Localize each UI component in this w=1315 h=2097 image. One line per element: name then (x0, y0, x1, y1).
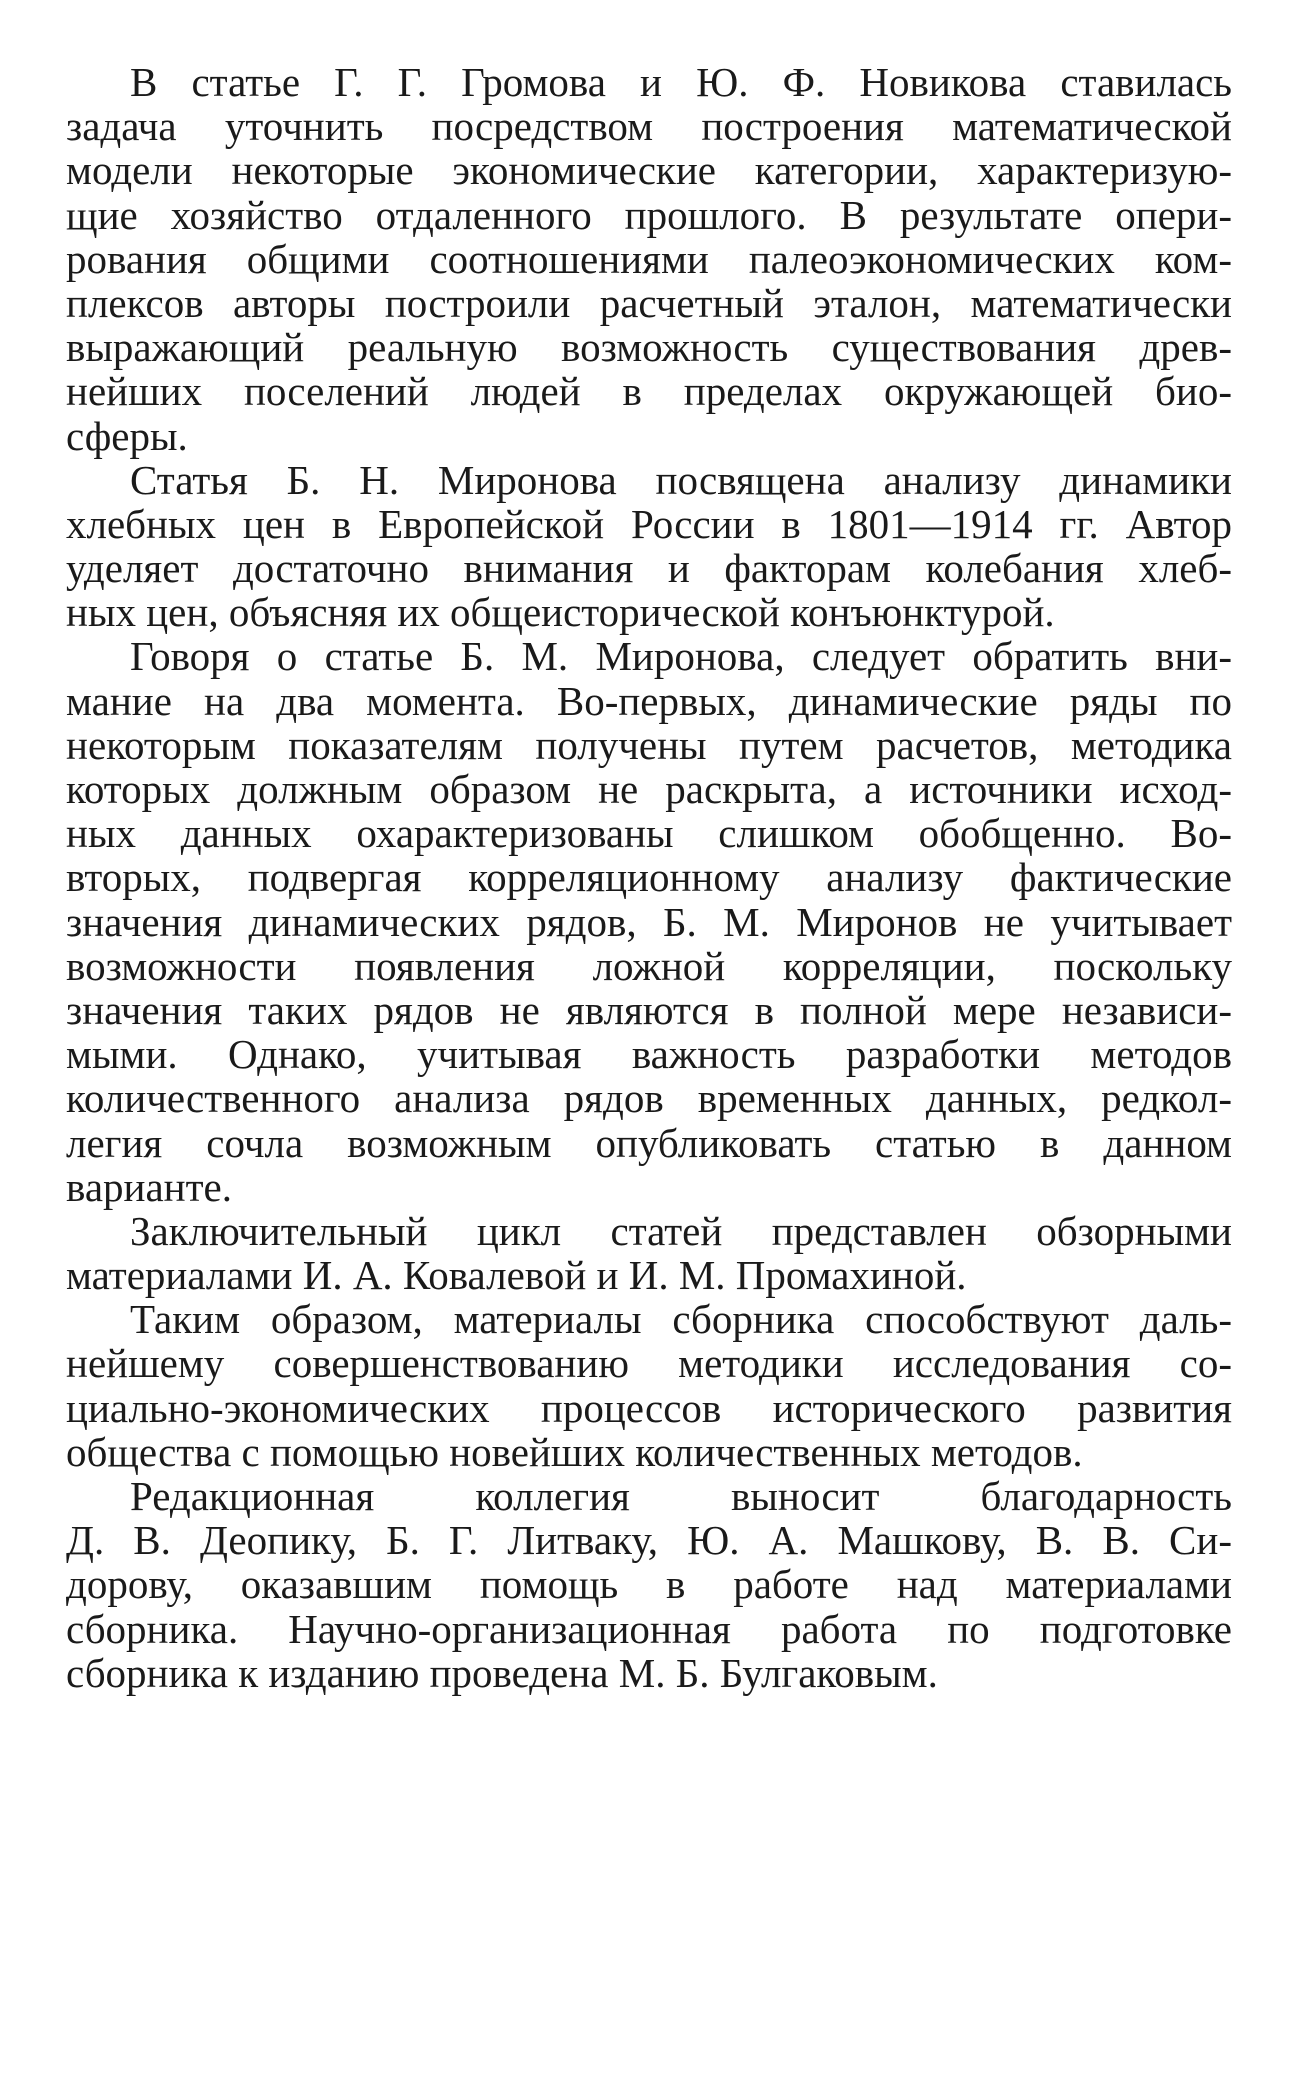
text-line: плексов авторы построили расчетный эталон, математически (66, 279, 1232, 326)
text-line: ных цен, объясняя их общеисторической конъюнктурой. (66, 589, 1055, 636)
paragraph-2 (66, 458, 1232, 635)
text-line: значения таких рядов не являются в полной мере независи- (66, 986, 1232, 1033)
text-line: мыми. Однако, учитывая важность разработки методов (66, 1031, 1232, 1078)
text-line: уделяет достаточно внимания и факторам колебания хлеб- (66, 545, 1232, 592)
text-line: количественного анализа рядов временных данных, редкол- (66, 1075, 1232, 1122)
paragraph-6 (66, 1474, 1232, 1695)
paragraph-1 (66, 60, 1232, 458)
body-text (66, 60, 1232, 1695)
text-line: Д. В. Деопику, Б. Г. Литваку, Ю. А. Машкову, В. В. Си- (66, 1517, 1232, 1564)
text-line: некоторым показателям получены путем расчетов, методика (66, 721, 1232, 768)
text-line: ных данных охарактеризованы слишком обобщенно. Во- (66, 810, 1232, 857)
paragraph-3 (66, 634, 1232, 1208)
text-line: мание на два момента. Во-первых, динамические ряды по (66, 677, 1232, 724)
text-line: возможности появления ложной корреляции, поскольку (66, 942, 1232, 989)
text-line: варианте. (66, 1163, 232, 1210)
text-line: легия сочла возможным опубликовать статью в данном (66, 1119, 1232, 1166)
text-line: циально-экономических процессов исторического развития (66, 1384, 1232, 1431)
text-line: Редакционная коллегия выносит благодарность (130, 1473, 1232, 1519)
text-line: нейших поселений людей в пределах окружающей био- (66, 368, 1232, 415)
text-line: дорову, оказавшим помощь в работе над материалами (66, 1561, 1232, 1608)
text-line: Говоря о статье Б. М. Миронова, следует обратить вни- (130, 633, 1232, 680)
text-line: значения динамических рядов, Б. М. Миронов не учитывает (66, 898, 1232, 945)
text-line: Статья Б. Н. Миронова посвящена анализу динамики (130, 456, 1232, 503)
text-line: щие хозяйство отдаленного прошлого. В результате опери- (66, 191, 1232, 238)
text-line: хлебных цен в Европейской России в 1801—1914 гг. Автор (66, 500, 1232, 547)
paragraph-4 (66, 1209, 1232, 1297)
text-line: нейшему совершенствованию методики исследования со- (66, 1340, 1232, 1387)
text-line: Заключительный цикл статей представлен обзорными (130, 1207, 1232, 1254)
text-line: модели некоторые экономические категории, характеризую- (66, 147, 1232, 194)
text-line: общества с помощью новейших количественных методов. (66, 1428, 1083, 1475)
text-line: сборника. Научно-организационная работа по подготовке (66, 1605, 1232, 1652)
text-line: рования общими соотношениями палеоэкономических ком- (66, 235, 1232, 282)
text-line: Таким образом, материалы сборника способствуют даль- (130, 1296, 1232, 1343)
paragraph-5 (66, 1297, 1232, 1474)
text-line: задача уточнить посредством построения математической (66, 103, 1232, 150)
text-line: вторых, подвергая корреляционному анализу фактические (66, 854, 1232, 901)
text-line: сборника к изданию проведена М. Б. Булгаковым. (66, 1649, 938, 1696)
text-line: которых должным образом не раскрыта, а источники исход- (66, 766, 1232, 812)
text-line: выражающий реальную возможность существования древ- (66, 324, 1232, 371)
text-line: сферы. (66, 412, 188, 459)
text-line: материалами И. А. Ковалевой и И. М. Промахиной. (66, 1252, 967, 1299)
text-line: В статье Г. Г. Громова и Ю. Ф. Новикова ставилась (130, 59, 1232, 105)
